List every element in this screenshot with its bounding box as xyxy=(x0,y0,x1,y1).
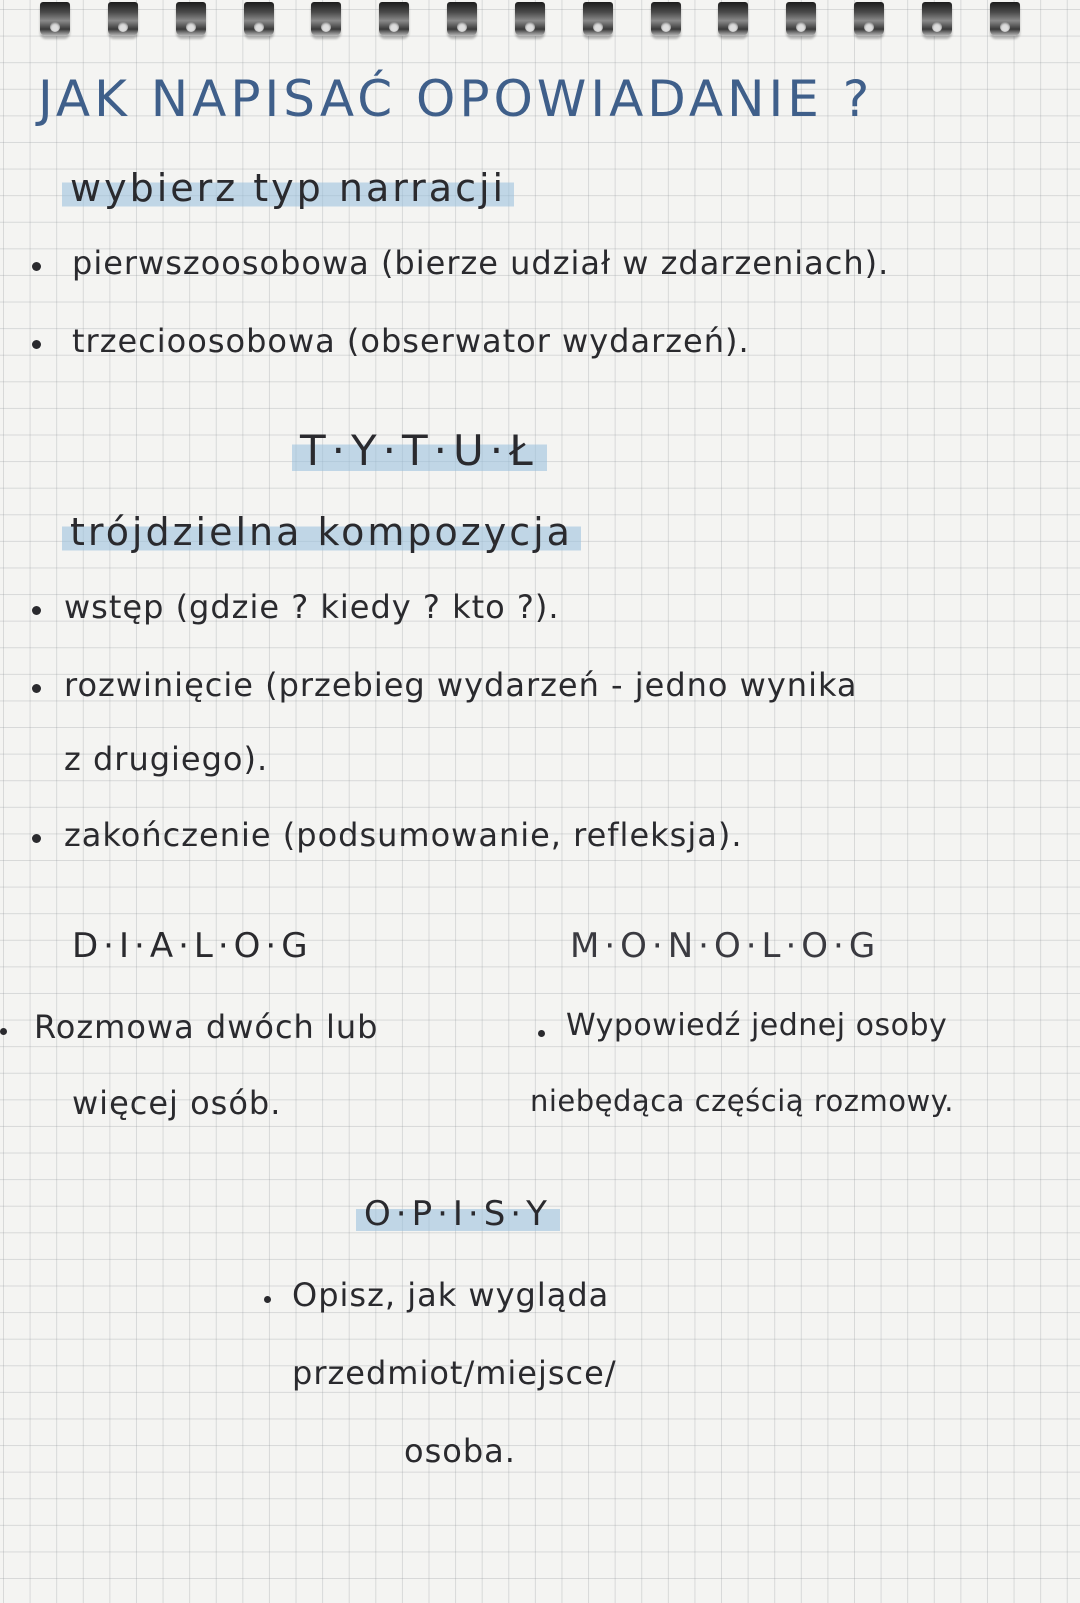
opisy-line-2: przedmiot/miejsce/ xyxy=(292,1354,617,1392)
opisy-heading xyxy=(356,1194,560,1234)
spiral-ring xyxy=(311,2,341,36)
spiral-ring xyxy=(922,2,952,36)
spiral-ring xyxy=(379,2,409,36)
bullet-icon xyxy=(32,340,41,349)
spiral-ring xyxy=(786,2,816,36)
composition-item-ending: zakończenie (podsumowanie, refleksja). xyxy=(64,816,743,854)
bullet-icon xyxy=(264,1296,271,1303)
narration-item-third-person: trzecioosobowa (obserwator wydarzeń). xyxy=(72,322,750,360)
spiral-ring xyxy=(176,2,206,36)
spiral-ring xyxy=(40,2,70,36)
spiral-ring xyxy=(515,2,545,36)
bullet-icon xyxy=(0,1028,7,1035)
narration-item-first-person: pierwszoosobowa (bierze udział w zdarzeniach). xyxy=(72,244,890,282)
spiral-ring xyxy=(244,2,274,36)
bullet-icon xyxy=(538,1030,545,1037)
page-title: JAK NAPISAĆ OPOWIADANIE ? xyxy=(38,70,874,128)
spiral-binding xyxy=(40,0,1020,46)
monolog-line-2: niebędąca częścią rozmowy. xyxy=(530,1084,954,1118)
opisy-heading-text: O·P·I·S·Y xyxy=(356,1194,560,1234)
composition-heading xyxy=(62,510,581,554)
bullet-icon xyxy=(32,262,41,271)
spiral-ring xyxy=(990,2,1020,36)
dialog-heading: D·I·A·L·O·G xyxy=(72,926,313,966)
monolog-line-1: Wypowiedź jednej osoby xyxy=(566,1008,948,1043)
tytul-heading-text: T·Y·T·U·Ł xyxy=(292,426,547,475)
bullet-icon xyxy=(32,606,41,615)
spiral-ring xyxy=(108,2,138,36)
spiral-ring xyxy=(447,2,477,36)
bullet-icon xyxy=(32,684,41,693)
tytul-heading xyxy=(292,426,547,475)
composition-item-development-cont: z drugiego). xyxy=(64,740,269,778)
spiral-ring xyxy=(651,2,681,36)
composition-item-intro: wstęp (gdzie ? kiedy ? kto ?). xyxy=(64,588,560,626)
spiral-ring xyxy=(718,2,748,36)
monolog-heading: M·O·N·O·L·O·G xyxy=(570,926,881,966)
narration-heading xyxy=(62,166,514,210)
composition-item-development: rozwinięcie (przebieg wydarzeń - jedno wynika xyxy=(64,666,858,704)
opisy-line-3: osoba. xyxy=(404,1432,516,1470)
bullet-icon xyxy=(32,834,41,843)
dialog-line-2: więcej osób. xyxy=(72,1084,282,1122)
narration-heading-text: wybierz typ narracji xyxy=(62,166,514,210)
composition-heading-text: trójdzielna kompozycja xyxy=(62,510,581,554)
spiral-ring xyxy=(854,2,884,36)
spiral-ring xyxy=(583,2,613,36)
opisy-line-1: Opisz, jak wygląda xyxy=(292,1276,610,1314)
dialog-line-1: Rozmowa dwóch lub xyxy=(34,1008,379,1046)
